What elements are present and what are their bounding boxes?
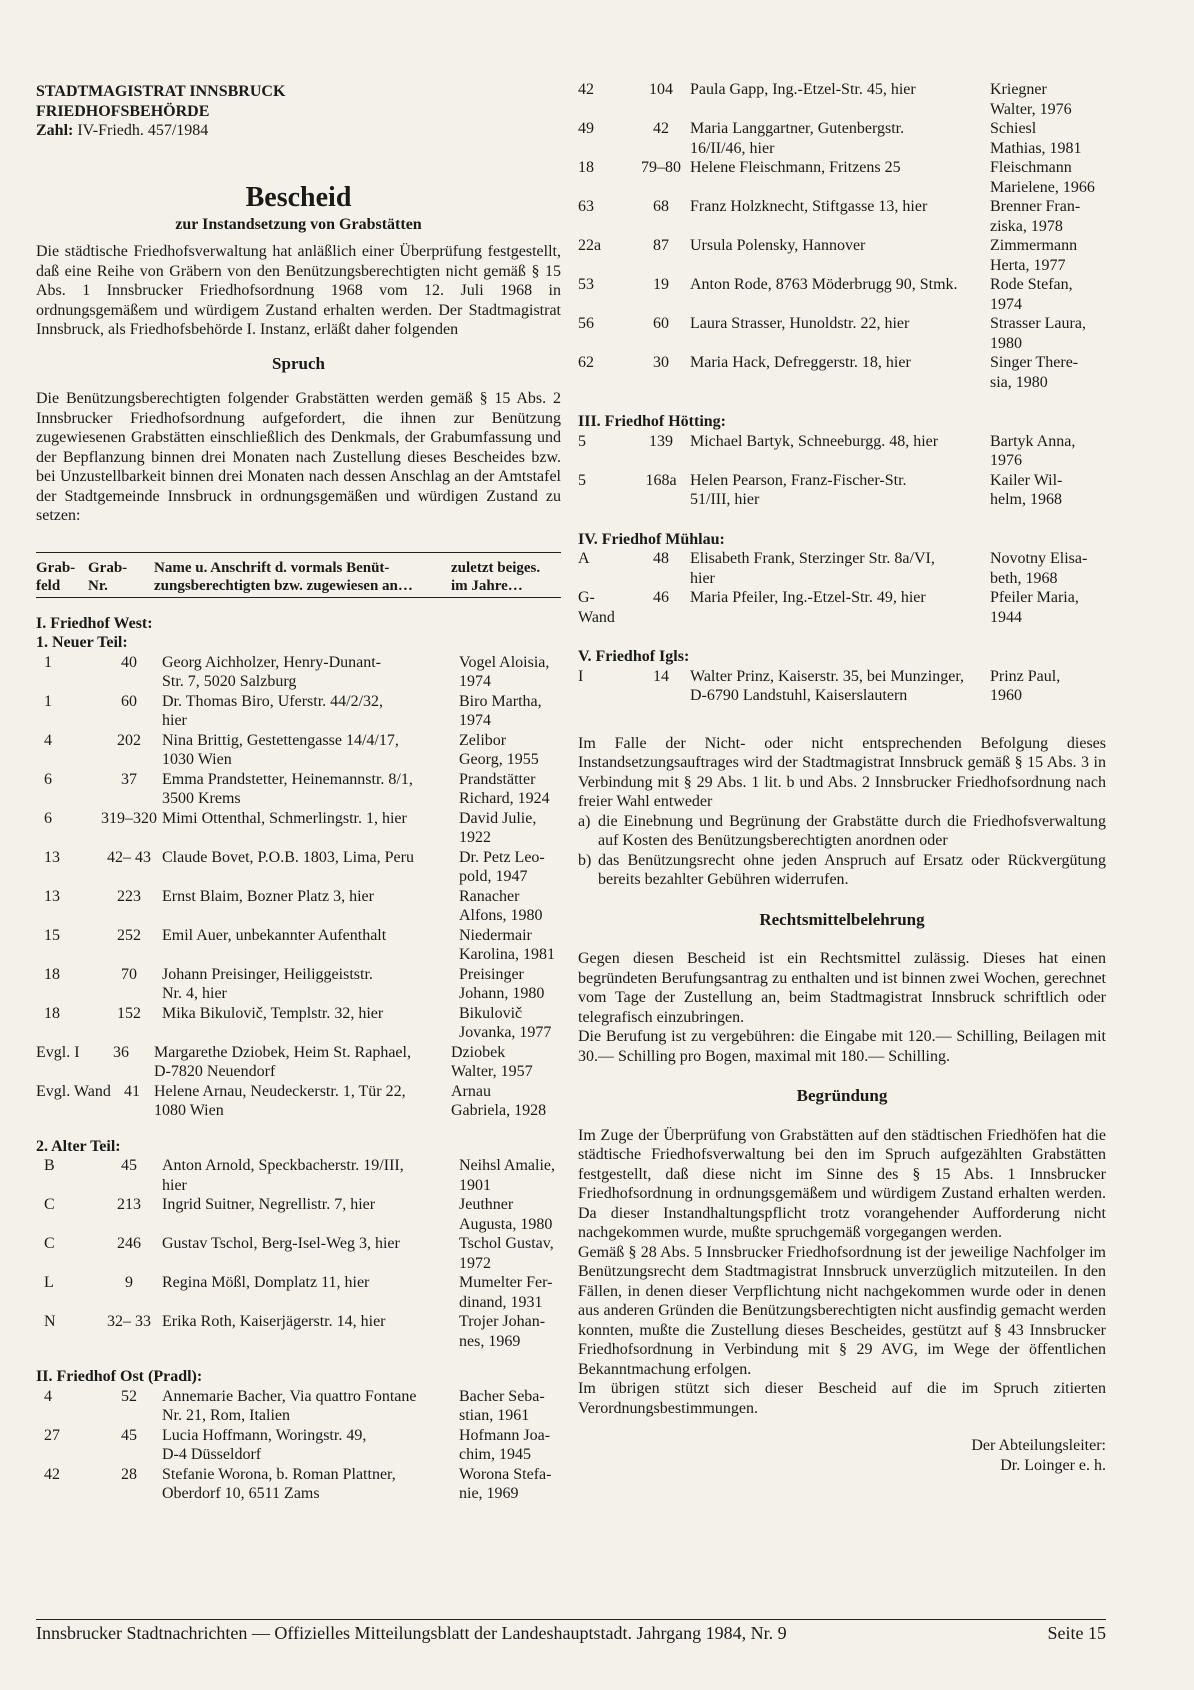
grave-last-year: Mumelter Fer- dinand, 1931 — [459, 1274, 553, 1311]
rechtsmittel-paragraph-2: Die Berufung ist zu vergebühren: die Eingabe mit 120.— Schilling, Beilagen mit 30.— Schilling pro Bogen, maximal mit 180.— Schilling. — [578, 1028, 1106, 1065]
grave-number: 152 — [117, 1004, 141, 1022]
grave-last-year: Schiesl Mathias, 1981 — [990, 120, 1082, 157]
grave-last-year: Hofmann Joa- chim, 1945 — [459, 1426, 551, 1463]
igls-list — [578, 667, 1106, 706]
begruendung-paragraph-1: Im Zuge der Überprüfung von Grabstätten auf den städtischen Friedhöfen hat die städtische Friedhofsverwaltung bei den im Spruch aufgezählten Grabstätten festgestellt, daß diese nicht im Sinne des § 15 Abs. 1 Innsbrucker Friedhofsordnung in ordnungsgemäßem und würdigem Zustand erhalten werden. Da dieser Instandhaltungspflicht trotz vorangehender Aufforderung nicht nachgekommen wurde, mußte spruchgemäß vorgegangen werden. — [578, 1126, 1106, 1241]
grave-last-year: Dr. Petz Leo- pold, 1947 — [459, 848, 545, 885]
grave-last-year: Strasser Laura, 1980 — [990, 315, 1086, 352]
grave-field: 5 — [578, 432, 586, 450]
grave-last-year: Vogel Aloisia, 1974 — [459, 653, 550, 690]
grave-row — [36, 653, 561, 692]
grave-field: N — [44, 1313, 56, 1330]
grave-field: 1 — [44, 653, 52, 671]
grave-field: 22a — [578, 237, 602, 254]
grave-holder-address: Maria Hack, Defreggerstr. 18, hier — [690, 354, 911, 371]
section-hoetting-heading: III. Friedhof Hötting: — [578, 413, 726, 430]
file-number — [36, 121, 561, 141]
grave-field: 49 — [578, 120, 594, 137]
grave-holder-address: Helene Arnau, Neudeckerstr. 1, Tür 22, 1080 Wien — [154, 1082, 406, 1119]
section-west-heading: I. Friedhof West: — [36, 614, 153, 632]
right-column — [578, 80, 1106, 1475]
file-number-value: IV-Friedh. 457/1984 — [77, 122, 209, 139]
ost-list-right — [578, 80, 1106, 392]
grave-last-year: Arnau Gabriela, 1928 — [451, 1082, 547, 1119]
grave-row — [36, 965, 561, 1004]
grave-row — [36, 926, 561, 965]
grave-number: 252 — [117, 926, 141, 944]
grave-number: 60 — [653, 315, 669, 332]
grave-field: 15 — [44, 926, 60, 944]
document-subtitle: zur Instandsetzung von Grabstätten — [175, 215, 422, 233]
west-new-list — [36, 653, 561, 1121]
grave-holder-address: Claude Bovet, P.O.B. 1803, Lima, Peru — [162, 848, 414, 866]
grave-last-year: Zimmermann Herta, 1977 — [990, 237, 1078, 274]
grave-field: C — [44, 1196, 55, 1213]
grave-last-year: Worona Stefa- nie, 1969 — [459, 1465, 552, 1502]
grave-holder-address: Gustav Tschol, Berg-Isel-Weg 3, hier — [162, 1235, 400, 1252]
grave-holder-address: Franz Holzknecht, Stiftgasse 13, hier — [690, 198, 928, 215]
grave-field: B — [44, 1157, 55, 1174]
grave-holder-address: Maria Langgartner, Gutenbergstr. 16/II/46, hier — [690, 120, 905, 157]
grave-holder-address: Stefanie Worona, b. Roman Plattner, Oberdorf 10, 6511 Zams — [162, 1465, 396, 1502]
grave-row — [36, 1312, 561, 1351]
grave-field: 18 — [44, 1004, 60, 1022]
grave-row — [578, 549, 1106, 588]
intro-paragraph: Die städtische Friedhofsverwaltung hat anläßlich einer Überprüfung festgestellt, daß eine Reihe von Gräbern von den Benützungsberechtigten nicht gemäß § 15 Abs. 1 Innsbrucker Friedhofsordnung 1968 vom 12. Juli 1968 in ordnungsgemäßem und würdigem Zustand erhalten werden. Der Stadtmagistrat Innsbruck, als Friedhofsbehörde I. Instanz, erläßt daher folgenden — [36, 243, 561, 338]
grave-number: 42 — [653, 120, 669, 137]
consequence-paragraph: Im Falle der Nicht- oder nicht entsprechenden Befolgung dieses Instandsetzungsauftrages wird der Stadtmagistrat Innsbruck gemäß § 15 Abs. 3 in Verbindung mit § 29 Abs. 1 lit. b und Abs. 2 Innsbrucker Friedhofsordnung nach freier Wahl entweder — [578, 734, 1106, 810]
document-title: Bescheid — [245, 181, 352, 213]
grave-number: 32– 33 — [107, 1313, 151, 1330]
grave-last-year: Pfeiler Maria, 1944 — [990, 589, 1079, 626]
authority-department: FRIEDHOFSBEHÖRDE — [36, 102, 210, 120]
grave-field: 18 — [578, 159, 594, 176]
option-b-label: b) — [578, 851, 592, 869]
grave-holder-address: Ursula Polensky, Hannover — [690, 237, 866, 254]
grave-number: 104 — [649, 81, 673, 98]
grave-number: 68 — [653, 198, 669, 215]
grave-number: 30 — [653, 354, 669, 371]
grave-field: 6 — [44, 770, 52, 788]
grave-holder-address: Ernst Blaim, Bozner Platz 3, hier — [162, 887, 374, 905]
rechtsmittel-paragraph-1: Gegen diesen Bescheid ist ein Rechtsmittel zulässig. Dieses hat einen begründeten Berufungsantrag zu enthalten und ist binnen zwei Wochen, gerechnet vom Tage der Zustellung an, beim Stadtmagistrat Innsbruck schriftlich oder telegrafisch einzubringen. — [578, 950, 1106, 1026]
grave-field: 18 — [44, 965, 60, 983]
grave-last-year: Preisinger Johann, 1980 — [459, 965, 545, 1002]
grave-field: A — [578, 550, 590, 567]
grave-field: 42 — [578, 81, 594, 98]
begruendung-paragraph-2: Gemäß § 28 Abs. 5 Innsbrucker Friedhofsordnung ist der jeweilige Nachfolger im Benützungsrecht dem Stadtmagistrat Innsbruck unverzüglich mitzuteilen. In den Fällen, in denen dieser Verpflichtung nicht nachgekommen wurde oder in denen aus anderen Gründen die Benützungsberechtigten nicht ausfindig gemacht werden konnten, mußte die Zustellung dieses Bescheides, gestützt auf § 43 Innsbrucker Friedhofsordnung in Verbindung mit § 29 AVG, im Wege der öffentlichen Bekanntmachung erfolgen. — [578, 1243, 1106, 1378]
grave-row — [36, 1387, 561, 1426]
grave-number: 48 — [653, 550, 669, 567]
grave-number: 45 — [121, 1426, 137, 1444]
signature-name: Dr. Loinger e. h. — [1000, 1456, 1106, 1474]
grave-field: 27 — [44, 1426, 60, 1444]
grave-field: 13 — [44, 848, 60, 866]
grave-last-year: Fleischmann Marielene, 1966 — [990, 159, 1095, 196]
authority-name: STADTMAGISTRAT INNSBRUCK — [36, 83, 286, 100]
grave-row — [36, 1156, 561, 1195]
grave-row — [36, 887, 561, 926]
grave-number: 168a — [645, 471, 677, 489]
grave-last-year: Prinz Paul, 1960 — [990, 667, 1061, 704]
grave-number: 19 — [653, 276, 669, 293]
grave-field: 53 — [578, 276, 594, 293]
grave-last-year: Dziobek Walter, 1957 — [451, 1043, 533, 1080]
table-header — [36, 552, 561, 598]
grave-holder-address: Lucia Hoffmann, Woringstr. 49, D-4 Düsseldorf — [162, 1426, 367, 1463]
grave-number: 223 — [117, 887, 141, 905]
grave-field: 4 — [44, 731, 52, 749]
spruch-heading: Spruch — [272, 353, 325, 373]
header-name-address: Name u. Anschrift d. vormals Benüt- zungsberechtigten bzw. zugewiesen an… — [154, 559, 413, 594]
muehlau-list — [578, 549, 1106, 627]
grave-holder-address: Erika Roth, Kaiserjägerstr. 14, hier — [162, 1313, 386, 1330]
grave-last-year: Bacher Seba- stian, 1961 — [459, 1387, 545, 1424]
grave-holder-address: Mimi Ottenthal, Schmerlingstr. 1, hier — [162, 809, 407, 827]
grave-row — [578, 80, 1106, 119]
grave-field: Evgl. Wand — [36, 1082, 111, 1100]
consequence-option-b — [578, 851, 1106, 890]
grave-last-year: Rode Stefan, 1974 — [990, 276, 1073, 313]
left-column — [36, 82, 561, 1504]
grave-field: 1 — [44, 692, 52, 710]
section-west-old-heading: 2. Alter Teil: — [36, 1137, 121, 1155]
grave-last-year: Jeuthner Augusta, 1980 — [459, 1196, 553, 1233]
grave-number: 202 — [117, 731, 141, 749]
grave-holder-address: Emma Prandstetter, Heinemannstr. 8/1, 3500 Krems — [162, 770, 413, 807]
begruendung-heading: Begründung — [796, 1086, 888, 1105]
grave-row — [578, 314, 1106, 353]
grave-last-year: Trojer Johan- nes, 1969 — [459, 1313, 546, 1350]
grave-row — [578, 158, 1106, 197]
header-year: zuletzt beiges. im Jahre… — [451, 559, 541, 594]
grave-holder-address: Mika Bikulovič, Templstr. 32, hier — [162, 1004, 384, 1022]
option-a-label: a) — [578, 812, 591, 830]
grave-holder-address: Regina Mößl, Domplatz 11, hier — [162, 1274, 370, 1291]
grave-number: 79–80 — [641, 159, 681, 176]
page-number: Seite 15 — [1047, 1623, 1106, 1643]
grave-row — [578, 197, 1106, 236]
grave-holder-address: Johann Preisinger, Heiliggeiststr. Nr. 4, hier — [162, 965, 373, 1002]
grave-holder-address: Nina Brittig, Gestettengasse 14/4/17, 1030 Wien — [162, 731, 399, 768]
grave-last-year: Tschol Gustav, 1972 — [459, 1235, 554, 1272]
grave-holder-address: Ingrid Suitner, Negrellistr. 7, hier — [162, 1196, 376, 1213]
section-ost-heading: II. Friedhof Ost (Pradl): — [36, 1368, 203, 1385]
option-a-text: die Einebnung und Begrünung der Grabstätte durch die Friedhofsverwaltung auf Kosten des Benützungsberechtigten anordnen oder — [598, 812, 1106, 849]
grave-last-year: Brenner Fran- ziska, 1978 — [990, 198, 1081, 235]
ost-list-left — [36, 1387, 561, 1504]
grave-row — [36, 809, 561, 848]
option-b-text: das Benützungsrecht ohne jeden Anspruch auf Ersatz oder Rückvergütung bereits bezahlter Gebühren widerrufen. — [598, 851, 1106, 888]
grave-holder-address: Helen Pearson, Franz-Fischer-Str. 51/III, hier — [690, 471, 907, 508]
grave-field: 4 — [44, 1387, 52, 1405]
file-number-label: Zahl: — [36, 122, 74, 139]
grave-holder-address: Laura Strasser, Hunoldstr. 22, hier — [690, 315, 910, 332]
grave-row — [578, 119, 1106, 158]
grave-last-year: Ranacher Alfons, 1980 — [459, 887, 543, 924]
grave-row — [36, 1273, 561, 1312]
grave-holder-address: Anton Rode, 8763 Möderbrugg 90, Stmk. — [690, 276, 958, 293]
grave-last-year: Bikulovič Jovanka, 1977 — [459, 1004, 552, 1041]
grave-field: 13 — [44, 887, 60, 905]
grave-number: 40 — [121, 653, 137, 671]
grave-number: 70 — [121, 965, 137, 983]
hoetting-list — [578, 432, 1106, 510]
grave-field: 63 — [578, 198, 594, 215]
grave-last-year: Novotny Elisa- beth, 1968 — [990, 550, 1088, 587]
spruch-paragraph: Die Benützungsberechtigten folgender Grabstätten werden gemäß § 15 Abs. 2 Innsbrucker Friedhofsordnung aufgefordert, die ihnen zur Benützung zugewiesenen Grabstätten einschließlich des Denkmals, der Grabumfassung und der Bepflanzung binnen drei Monaten nach Zustellung dieses Bescheides bzw. bei Unzustellbarkeit binnen drei Monaten nach dessen Anschlag an der Amtstafel der Stadtgemeinde Innsbruck in ordnungsgemäßen und würdigen Zustand zu setzen: — [36, 390, 561, 524]
grave-last-year: Kriegner Walter, 1976 — [990, 81, 1072, 118]
grave-holder-address: Walter Prinz, Kaiserstr. 35, bei Munzinger, D-6790 Landstuhl, Kaiserslautern — [690, 667, 964, 704]
page-footer — [36, 1619, 1106, 1644]
grave-last-year: Neihsl Amalie, 1901 — [459, 1157, 555, 1194]
section-igls-heading: V. Friedhof Igls: — [578, 648, 690, 665]
grave-holder-address: Dr. Thomas Biro, Uferstr. 44/2/32, hier — [162, 692, 384, 729]
begruendung-paragraph-3: Im übrigen stützt sich dieser Bescheid auf die im Spruch zitierten Verordnungsbestimmungen. — [578, 1380, 1106, 1417]
grave-last-year: David Julie, 1922 — [459, 809, 537, 846]
grave-row — [578, 432, 1106, 471]
west-old-list — [36, 1156, 561, 1351]
grave-field: 42 — [44, 1465, 60, 1483]
grave-last-year: Singer There- sia, 1980 — [990, 354, 1079, 391]
grave-holder-address: Anton Arnold, Speckbacherstr. 19/III, hier — [162, 1157, 404, 1194]
grave-last-year: Kailer Wil- helm, 1968 — [990, 471, 1063, 508]
grave-number: 52 — [121, 1387, 137, 1405]
grave-number: 37 — [121, 770, 137, 788]
grave-row — [578, 353, 1106, 392]
grave-row — [36, 1426, 561, 1465]
grave-number: 46 — [653, 589, 669, 606]
grave-row — [578, 236, 1106, 275]
grave-row — [36, 1004, 561, 1043]
grave-last-year: Prandstätter Richard, 1924 — [459, 770, 550, 807]
grave-row — [36, 770, 561, 809]
grave-field: Evgl. I — [36, 1043, 80, 1061]
grave-holder-address: Emil Auer, unbekannter Aufenthalt — [162, 926, 387, 944]
grave-holder-address: Michael Bartyk, Schneeburgg. 48, hier — [690, 432, 939, 450]
grave-row — [36, 1082, 561, 1121]
grave-field: C — [44, 1235, 55, 1252]
grave-holder-address: Paula Gapp, Ing.-Etzel-Str. 45, hier — [690, 81, 916, 98]
grave-holder-address: Georg Aichholzer, Henry-Dunant- Str. 7, 5020 Salzburg — [162, 653, 381, 690]
grave-field: L — [44, 1274, 54, 1291]
grave-number: 319–320 — [101, 809, 157, 827]
grave-row — [36, 1043, 561, 1082]
grave-number: 139 — [649, 432, 673, 450]
grave-holder-address: Helene Fleischmann, Fritzens 25 — [690, 159, 901, 176]
signature-role: Der Abteilungsleiter: — [971, 1437, 1106, 1454]
grave-field: 62 — [578, 354, 594, 371]
grave-row — [36, 1465, 561, 1504]
grave-number: 14 — [653, 667, 669, 685]
grave-field: 6 — [44, 809, 52, 827]
grave-row — [578, 667, 1106, 706]
grave-number: 246 — [117, 1235, 141, 1252]
section-muehlau-heading: IV. Friedhof Mühlau: — [578, 530, 725, 548]
header-grabnr: Grab- Nr. — [88, 559, 128, 594]
section-west-new-heading: 1. Neuer Teil: — [36, 634, 128, 651]
grave-field: I — [578, 667, 584, 685]
footer-publication: Innsbrucker Stadtnachrichten — Offizielles Mitteilungsblatt der Landeshauptstadt. Jahrgang 1984, Nr. 9 — [36, 1623, 787, 1643]
header-grabfeld: Grab- feld — [36, 559, 76, 594]
grave-row — [578, 275, 1106, 314]
grave-number: 87 — [653, 237, 669, 254]
grave-row — [36, 1234, 561, 1273]
consequence-option-a — [578, 812, 1106, 851]
grave-row — [36, 1195, 561, 1234]
grave-holder-address: Elisabeth Frank, Sterzinger Str. 8a/VI, hier — [690, 550, 935, 587]
grave-last-year: Zelibor Georg, 1955 — [459, 731, 539, 768]
grave-number: 9 — [125, 1274, 133, 1291]
grave-holder-address: Margarethe Dziobek, Heim St. Raphael, D-7820 Neuendorf — [154, 1043, 411, 1080]
grave-field: 56 — [578, 315, 594, 332]
grave-row — [36, 848, 561, 887]
rechtsmittel-heading: Rechtsmittelbelehrung — [759, 909, 925, 929]
grave-row — [36, 731, 561, 770]
grave-last-year: Niedermair Karolina, 1981 — [459, 926, 555, 963]
grave-number: 28 — [121, 1465, 137, 1483]
grave-number: 45 — [121, 1157, 137, 1174]
grave-holder-address: Annemarie Bacher, Via quattro Fontane Nr. 21, Rom, Italien — [162, 1387, 417, 1424]
grave-last-year: Bartyk Anna, 1976 — [990, 432, 1076, 469]
grave-row — [578, 588, 1106, 627]
grave-last-year: Biro Martha, 1974 — [459, 692, 542, 729]
grave-number: 213 — [117, 1196, 141, 1213]
grave-number: 41 — [124, 1082, 140, 1100]
grave-number: 60 — [121, 692, 137, 710]
grave-field: 5 — [578, 471, 586, 489]
grave-row — [36, 692, 561, 731]
grave-holder-address: Maria Pfeiler, Ing.-Etzel-Str. 49, hier — [690, 589, 926, 606]
grave-row — [578, 471, 1106, 510]
grave-number: 36 — [113, 1043, 129, 1061]
grave-number: 42– 43 — [107, 848, 151, 866]
grave-field: G- Wand — [578, 589, 615, 626]
